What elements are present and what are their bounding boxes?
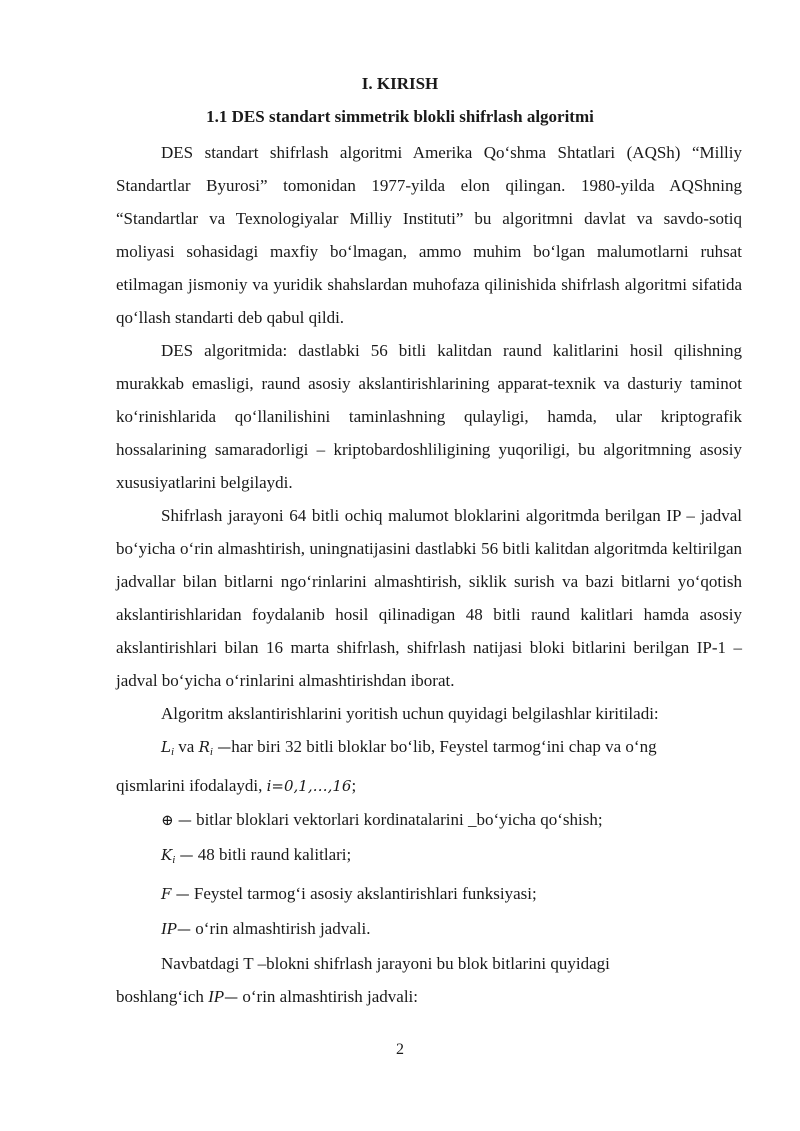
paragraph-1: DES standart shifrlash algoritmi Amerika Qo‘shma Shtatlari (AQSh) “Milliy Standartlar Byurosi” tomonidan 1977-yilda elon qilingan. 1980-yilda AQShning “Standartlar va Texnologiyalar Milliy Instituti” bu algoritmni davlat va savdo-sotiq moliyasi sohasidagi maxfiy bo‘lmagan, ammo muhim bo‘lgan malumotlarni ruhsat etilmagan jismoniy va yuridik shahslardan muhofaza qilinishida shifrlash algoritmi sifatida qo‘llash standarti deb qabul qildi.	[116, 143, 742, 327]
f-description: Feystel tarmog‘i asosiy akslantirishlari funksiyasi;	[193, 884, 537, 903]
semicolon: ;	[351, 776, 357, 795]
xor-symbol: ⊕	[161, 811, 174, 829]
dash: —	[177, 813, 192, 829]
last-text-start: boshlang‘ich	[116, 987, 204, 1006]
paragraph-last-cont	[116, 980, 742, 1015]
body-text	[116, 136, 742, 1015]
k-description: 48 bitli raund kalitlari;	[197, 845, 352, 864]
notation-ip	[116, 912, 742, 947]
page-number: 2	[396, 1041, 404, 1058]
l-symbol: L	[161, 738, 171, 756]
section-heading: 1.1 DES standart simmetrik blokli shifrlash algoritmi	[206, 107, 594, 126]
ip-symbol-inline: IP	[208, 987, 225, 1006]
va-word: va	[178, 737, 195, 756]
chapter-heading: I. KIRISH	[361, 74, 439, 93]
ip-symbol: IP	[161, 919, 178, 938]
dash: —	[175, 887, 190, 903]
r-subscript: i	[209, 746, 213, 758]
lr-description: har biri 32 bitli bloklar bo‘lib, Feystel tarmog‘ini chap va o‘ng	[231, 737, 657, 756]
r-symbol: R	[198, 738, 210, 756]
index-range: i=0,1,…,16	[266, 777, 352, 795]
dash: —	[177, 922, 192, 938]
paragraph-3: Shifrlash jarayoni 64 bitli ochiq malumot bloklarini algoritmda berilgan IP – jadval bo‘yicha o‘rin almashtirish, uningnatijasini dastlabki 56 bitli kalitdan algoritmda keltirilgan jadvallar bilan bitlarni ngo‘rinlarini almashtirish, siklik surish va bazi bitlarni yo‘qotish akslantirishlaridan foydalanib hosil qilinadigan 48 bitli raund kalitlari hamda asosiy akslantirishlari bilan 16 marta shifrlash, shifrlash natijasi bloki bitlarini berilgan IP-1 –jadval bo‘yicha o‘rinlarini almashtirishdan iborat.	[116, 506, 742, 690]
f-symbol: F	[161, 885, 172, 903]
notation-f	[116, 877, 742, 912]
notation-xor	[116, 803, 742, 838]
notation-lr-cont	[116, 769, 742, 803]
dash: —	[224, 990, 239, 1006]
xor-description: bitlar bloklari vektorlari kordinatalarini _bo‘yicha qo‘shish;	[196, 810, 603, 829]
last-text-end: o‘rin almashtirish jadvali:	[242, 987, 419, 1006]
notation-lr	[116, 730, 742, 769]
k-symbol: K	[161, 846, 173, 864]
l-subscript: i	[170, 746, 175, 758]
paragraph-last: Navbatdagi T –blokni shifrlash jarayoni bu blok bitlarini quyidagi	[161, 954, 610, 973]
paragraph-2: DES algoritmida: dastlabki 56 bitli kalitdan raund kalitlarini hosil qilishning murakkab emasligi, raund asosiy akslantirishlarining apparat-texnik va dasturiy taminot ko‘rinishlarida qo‘llanilishini taminlashning qulayligi, hamda, ular kriptografik hossalarining samaradorligi – kriptobardoshliligining yuqoriligi, bu algoritmning asosiy xususiyatlarini belgilaydi.	[116, 341, 742, 492]
ip-description: o‘rin almashtirish jadvali.	[195, 919, 371, 938]
dash: —	[217, 740, 232, 756]
dash: —	[179, 848, 194, 864]
lr-description-cont: qismlarini ifodalaydi,	[116, 776, 263, 795]
paragraph-4: Algoritm akslantirishlarini yoritish uchun quyidagi belgilashlar kiritiladi:	[161, 704, 659, 723]
notation-k	[116, 838, 742, 877]
k-subscript: i	[172, 854, 176, 866]
